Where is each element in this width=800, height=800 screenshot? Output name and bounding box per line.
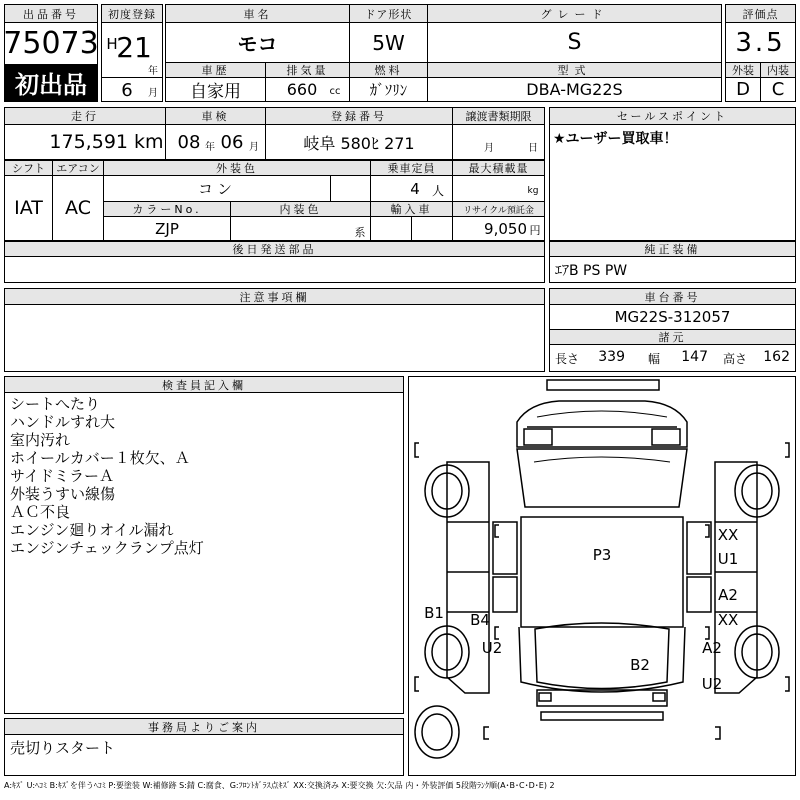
model-code: DBA-MG22S	[526, 80, 623, 99]
max-load-label: 最大積載量	[453, 161, 544, 175]
history: 自家用	[190, 82, 241, 102]
height: 162	[763, 349, 790, 365]
chassis-number: MG22S-312057	[614, 308, 731, 326]
length-label: 長さ	[555, 351, 580, 366]
registration-number-label: 登録番号	[266, 108, 452, 124]
lot-number-label: 出品番号	[5, 5, 97, 22]
damage-mark-right-quarter: U2	[701, 675, 723, 693]
damage-mark-roof: P3	[592, 546, 612, 564]
aircon: AC	[65, 197, 91, 219]
model-code-label: 型式	[428, 63, 721, 77]
chassis-number-label: 車台番号	[550, 289, 795, 304]
damage-mark-right-rear: A2	[702, 639, 722, 657]
damage-mark-door-rf: XX	[717, 526, 739, 544]
shift: IAT	[14, 197, 43, 219]
displacement-label: 排気量	[266, 63, 349, 77]
color-no-label: カラーNo.	[104, 202, 230, 216]
year-unit: 年	[148, 65, 158, 77]
first-registration-label: 初度登録	[102, 5, 162, 22]
door-type: 5W	[372, 30, 405, 55]
first-reg-year: 21	[116, 30, 152, 64]
damage-mark-left-quarter: B1	[424, 604, 444, 622]
caution-label: 注意事項欄	[5, 289, 544, 304]
capacity-unit: 人	[431, 183, 444, 198]
inspection-month-unit: 月	[249, 141, 259, 153]
interior-grade-label: 内装	[761, 63, 795, 77]
recycle-label: リサイクル預託金	[453, 202, 544, 216]
era: H	[106, 35, 118, 53]
mileage-unit: km	[134, 131, 164, 153]
damage-diagram	[408, 376, 796, 776]
max-load-unit: kg	[527, 186, 539, 196]
spec-label: 諸元	[550, 330, 795, 344]
aircon-label: エアコン	[53, 161, 103, 175]
exterior-grade-label: 外装	[726, 63, 760, 77]
mileage: 175,591	[49, 131, 128, 153]
damage-mark-left-rear-2: U2	[481, 639, 503, 657]
legend: A:ｷｽﾞ U:ﾍｺﾐ B:ｷｽﾞを伴うﾍｺﾐ P:要塗装 W:補修跡 S:錆 C:腐食、G:ﾌﾛﾝﾄｶﾞﾗｽ点ｷｽﾞ XX:交換済み X:要交換 欠:欠品 内・外装評価 5段階ﾗﾝｸ順(A･B･C･D･E) 2	[4, 781, 555, 790]
later-parts-label: 後日発送部品	[5, 242, 544, 256]
car-name: モコ	[237, 32, 278, 56]
office-label: 事務局よりご案内	[5, 719, 403, 734]
exterior-color: コン	[197, 180, 236, 198]
damage-mark-door-rr-2: XX	[717, 611, 739, 629]
color-no: ZJP	[155, 219, 179, 238]
equipment-label: 純正装備	[550, 242, 795, 256]
inspector-note: エンジンチェックランプ点灯	[10, 539, 204, 557]
inspector-note: サイドミラーＡ	[10, 467, 114, 485]
damage-mark-door-rr: A2	[718, 586, 738, 604]
mileage-label: 走行	[5, 108, 165, 124]
first-listing-badge: 初出品	[5, 64, 97, 101]
inspection-label: 車検	[166, 108, 265, 124]
damage-mark-door-rf-2: U1	[717, 550, 739, 568]
interior-grade: C	[771, 79, 785, 100]
width-label: 幅	[648, 351, 661, 366]
length: 339	[598, 349, 625, 365]
score: 3.5	[735, 27, 786, 58]
inspector-note: シートへたり	[10, 395, 101, 413]
month-unit: 月	[148, 87, 158, 99]
import-label: 輸入車	[371, 202, 452, 216]
inspection-month: 06	[220, 131, 244, 153]
equipment: ｴｱB PS PW	[555, 263, 628, 279]
interior-color-unit: 系	[354, 226, 366, 239]
inspector-note: ＡＣ不良	[10, 503, 71, 521]
capacity: 4	[410, 179, 420, 198]
lot-number: 75073	[3, 25, 99, 61]
damage-mark-left-rear: B4	[470, 611, 490, 629]
inspector-note: エンジン廻りオイル漏れ	[10, 521, 174, 539]
recycle-unit: 円	[529, 224, 541, 237]
inspection-year: 08	[177, 131, 201, 153]
displacement-unit: cc	[329, 85, 341, 97]
inspector-note: ホイールカバー１枚欠、Ａ	[10, 449, 190, 467]
inspector-note: 室内汚れ	[10, 431, 71, 449]
exterior-color-label: 外装色	[104, 161, 370, 175]
inspector-note: ハンドルすれ大	[10, 413, 116, 431]
displacement: 660	[286, 80, 318, 99]
exterior-grade: D	[736, 79, 750, 100]
recycle-deposit: 9,050	[484, 219, 527, 238]
fuel-label: 燃料	[350, 63, 427, 77]
capacity-label: 乗車定員	[371, 161, 452, 175]
interior-color-label: 内装色	[231, 202, 370, 216]
height-label: 高さ	[723, 351, 748, 366]
car-name-label: 車名	[166, 5, 349, 22]
office-notice: 売切りスタート	[10, 738, 116, 757]
score-label: 評価点	[726, 5, 795, 22]
inspection-year-unit: 年	[205, 141, 215, 153]
registration-number: 岐阜 580ﾋ 271	[303, 133, 415, 153]
door-type-label: ドア形状	[350, 5, 427, 22]
history-label: 車歴	[166, 63, 265, 77]
inspector-label: 検査員記入欄	[5, 377, 403, 392]
shift-label: シフト	[5, 161, 52, 175]
inspector-note: 外装うすい線傷	[10, 485, 116, 503]
first-reg-month: 6	[121, 79, 133, 101]
transfer-doc-label: 譲渡書類期限	[453, 108, 544, 124]
grade: S	[567, 30, 582, 55]
sales-point-label: セールスポイント	[550, 108, 795, 124]
damage-mark-rear-panel: B2	[630, 656, 650, 674]
grade-label: グレード	[428, 5, 721, 22]
transfer-month-unit: 月	[484, 142, 494, 154]
sales-point: ★ユーザー買取車！	[553, 131, 678, 147]
car-outline-drawing	[409, 377, 795, 775]
width: 147	[681, 349, 708, 365]
transfer-day-unit: 日	[528, 142, 538, 154]
fuel: ｶﾞｿﾘﾝ	[369, 81, 408, 99]
